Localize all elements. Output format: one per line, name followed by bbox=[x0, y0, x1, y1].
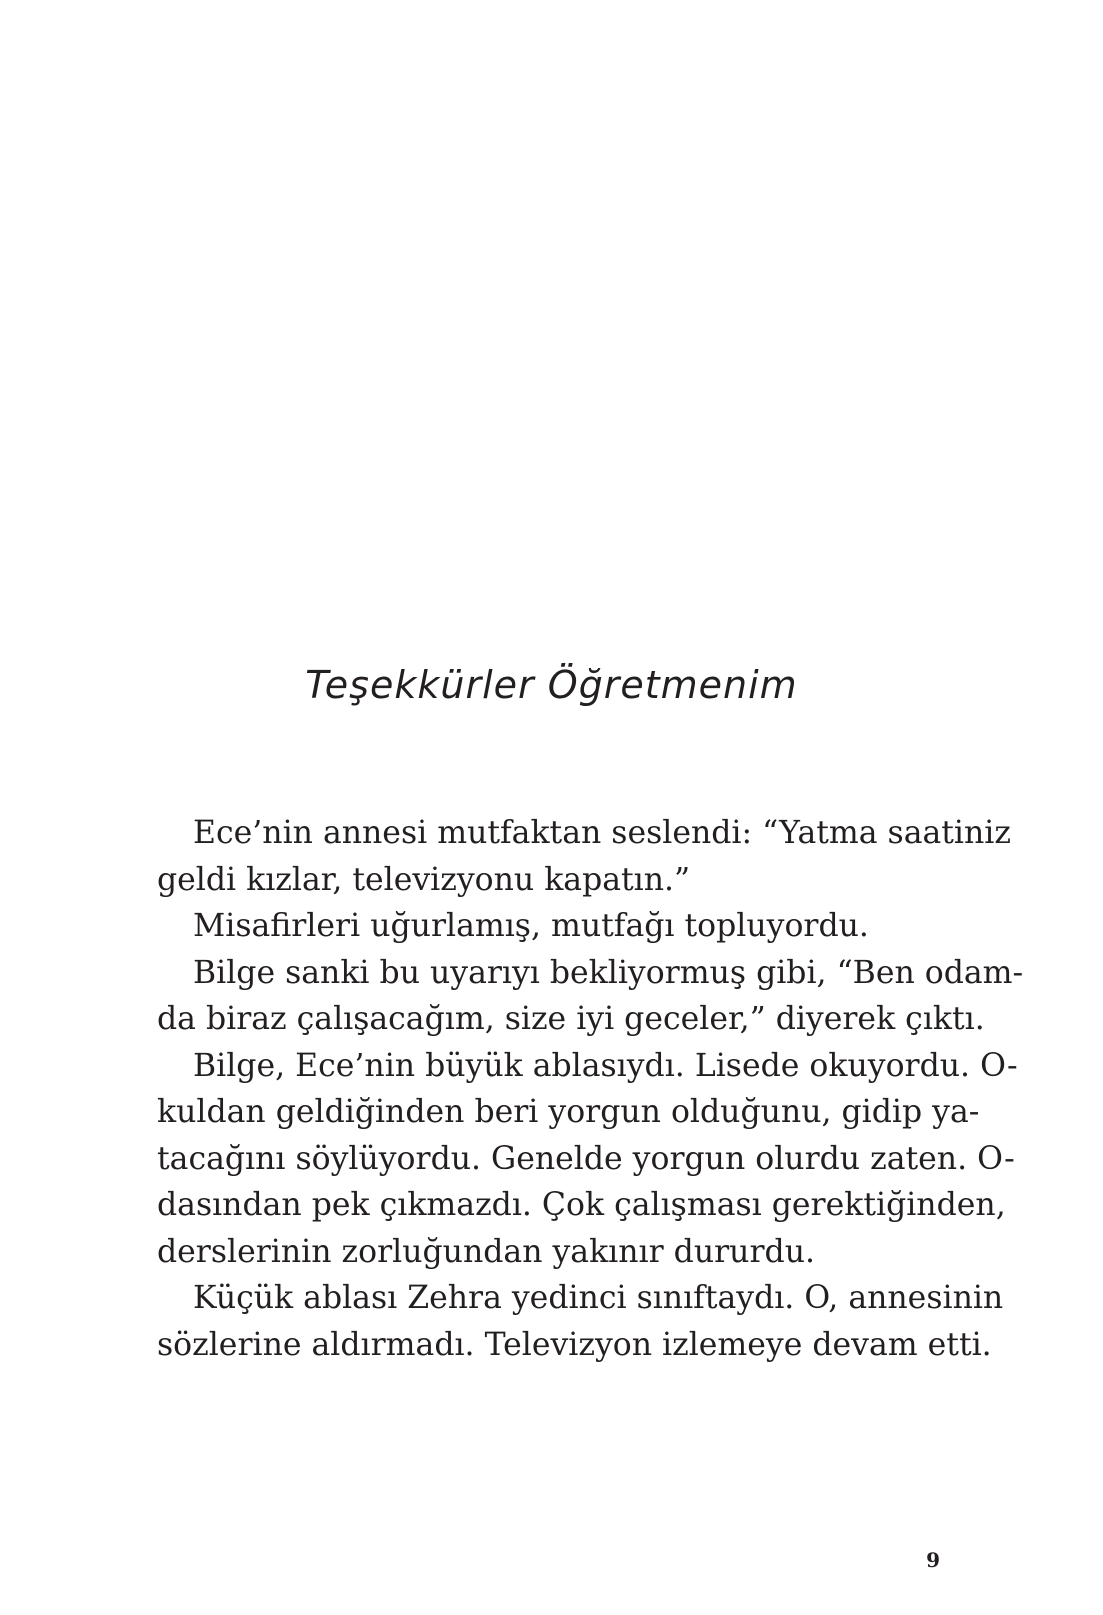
text-line: sözlerine aldırmadı. Televizyon izlemeye devam etti. bbox=[157, 1326, 992, 1363]
text-line: Bilge sanki bu uyarıyı bekliyormuş gibi, “Ben odam- bbox=[193, 954, 1024, 991]
text-line: tacağını söylüyordu. Genelde yorgun olurdu zaten. O- bbox=[157, 1140, 1015, 1177]
text-line: Bilge, Ece’nin büyük ablasıydı. Lisede okuyordu. O- bbox=[193, 1047, 1018, 1084]
text-line: Ece’nin annesi mutfaktan seslendi: “Yatma saatiniz bbox=[193, 815, 1011, 851]
text-line: kuldan geldiğinden beri yorgun olduğunu, gidip ya- bbox=[157, 1094, 980, 1130]
text-line: geldi kızlar, televizyonu kapatın.” bbox=[157, 861, 691, 898]
text-line: derslerinin zorluğundan yakınır dururdu. bbox=[157, 1233, 815, 1270]
text-line: da biraz çalışacağım, size iyi geceler,” diyerek çıktı. bbox=[157, 1001, 985, 1037]
text-line: Küçük ablası Zehra yedinci sınıftaydı. O, annesinin bbox=[193, 1280, 1004, 1316]
page-number: 9 bbox=[926, 1548, 940, 1572]
text-line: dasından pek çıkmazdı. Çok çalışması gerektiğinden, bbox=[157, 1187, 1006, 1223]
text-line: Misafirleri uğurlamış, mutfağı topluyordu. bbox=[193, 908, 869, 944]
body-text bbox=[157, 810, 1024, 1368]
chapter-title: Teşekkürler Öğretmenim bbox=[305, 663, 798, 707]
